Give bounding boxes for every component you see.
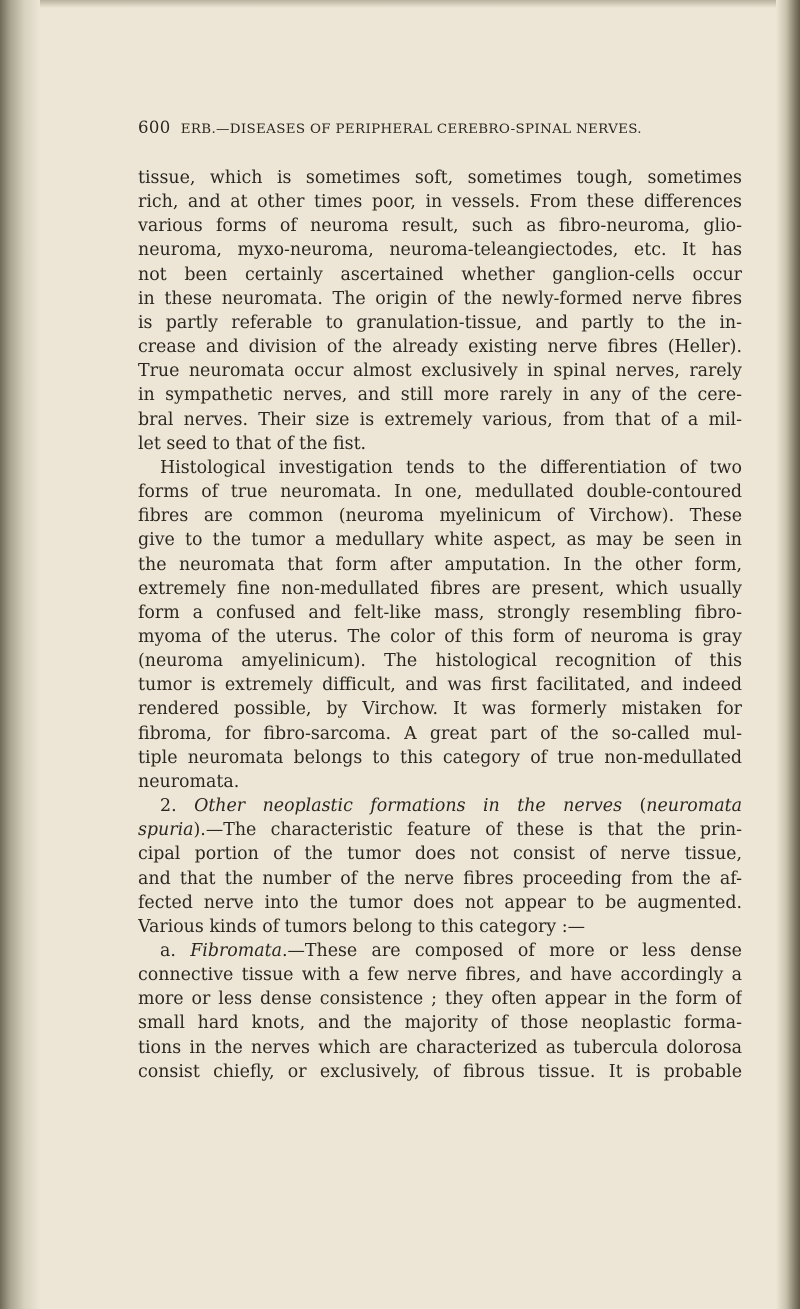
italic-run: Fibromata: [190, 941, 282, 961]
text-line: True neuromata occur almost exclusively in spinal nerves, rarely: [138, 361, 742, 382]
text-line: form a confused and felt-like mass, strongly resembling fibro-: [138, 602, 742, 623]
text-run: a.: [160, 941, 191, 961]
text-line: tiple neuromata belongs to this category of true non-medullated: [138, 747, 742, 768]
text-line: Various kinds of tumors belong to this category :—: [138, 916, 585, 937]
text-line: connective tissue with a few nerve fibres, and have accordingly a: [138, 965, 742, 986]
text-line: bral nerves. Their size is extremely various, from that of a mil-: [138, 409, 742, 430]
text-line: Histological investigation tends to the differentiation of two: [160, 457, 742, 478]
text-line: (neuroma amyelinicum). The histological recognition of this: [138, 651, 742, 672]
page-top-shadow: [0, 0, 800, 8]
body-text: [138, 166, 742, 1084]
text-line: tions in the nerves which are characterized as tubercula dolorosa: [138, 1037, 742, 1058]
text-line: myoma of the uterus. The color of this form of neuroma is gray: [138, 626, 742, 647]
text-line: forms of true neuromata. In one, medullated double-contoured: [138, 482, 742, 503]
text-line: small hard knots, and the majority of those neoplastic forma-: [138, 1013, 742, 1034]
text-line: [138, 794, 742, 818]
text-line: extremely fine non-medullated fibres are present, which usually: [138, 578, 742, 599]
text-line: rich, and at other times poor, in vessels. From these differences: [138, 192, 742, 213]
text-line: various forms of neuroma result, such as fibro-neuroma, glio-: [138, 216, 742, 237]
running-head: [138, 118, 742, 144]
text-line: cipal portion of the tumor does not consist of nerve tissue,: [138, 844, 742, 865]
text-run: (: [622, 796, 647, 817]
text-line: fibres are common (neuroma myelinicum of Virchow). These: [138, 506, 742, 527]
text-line: fibroma, for fibro-sarcoma. A great part of the so-called mul-: [138, 723, 742, 744]
text-line: is partly referable to granulation-tissue, and partly to the in-: [138, 312, 742, 333]
page-right-edge-shadow: [776, 0, 800, 1309]
page-number: 600: [138, 118, 171, 137]
text-run: ).—The characteristic feature of these is that the prin-: [193, 820, 742, 841]
text-line: rendered possible, by Virchow. It was formerly mistaken for: [138, 699, 742, 720]
italic-run: neuromata: [646, 796, 742, 817]
text-line: tissue, which is sometimes soft, sometimes tough, sometimes: [138, 168, 742, 188]
text-line: more or less dense consistence ; they often appear in the form of: [138, 989, 742, 1010]
text-run: 2.: [160, 796, 195, 817]
italic-run: spuria: [138, 820, 194, 841]
text-line: let seed to that of the fist.: [138, 433, 367, 454]
text-line: not been certainly ascertained whether ganglion-cells occur: [138, 264, 742, 285]
running-title: ERB.—DISEASES OF PERIPHERAL CEREBRO-SPINAL NERVES.: [180, 122, 642, 137]
text-line: neuroma, myxo-neuroma, neuroma-teleangiectodes, etc. It has: [138, 240, 742, 261]
text-line: fected nerve into the tumor does not appear to be augmented.: [138, 892, 742, 913]
text-line: [138, 939, 742, 963]
text-line: neuromata.: [138, 771, 240, 792]
text-line: in sympathetic nerves, and still more rarely in any of the cere-: [138, 385, 742, 406]
text-line: crease and division of the already existing nerve fibres (Heller).: [138, 337, 742, 358]
book-page: [138, 118, 742, 1084]
text-line: [138, 818, 742, 842]
italic-run: Other neoplastic formations in the nerves: [194, 796, 623, 817]
text-line: and that the number of the nerve fibres proceeding from the af-: [138, 868, 742, 889]
text-line: give to the tumor a medullary white aspect, as may be seen in: [138, 530, 742, 551]
page-left-binding-shadow: [0, 0, 40, 1309]
text-line: in these neuromata. The origin of the newly-formed nerve fibres: [138, 288, 742, 309]
text-line: consist chiefly, or exclusively, of fibrous tissue. It is probable: [138, 1061, 742, 1082]
text-run: .—These are composed of more or less dense: [282, 941, 742, 961]
text-line: the neuromata that form after amputation. In the other form,: [138, 554, 742, 575]
text-line: tumor is extremely difficult, and was first facilitated, and indeed: [138, 675, 742, 696]
